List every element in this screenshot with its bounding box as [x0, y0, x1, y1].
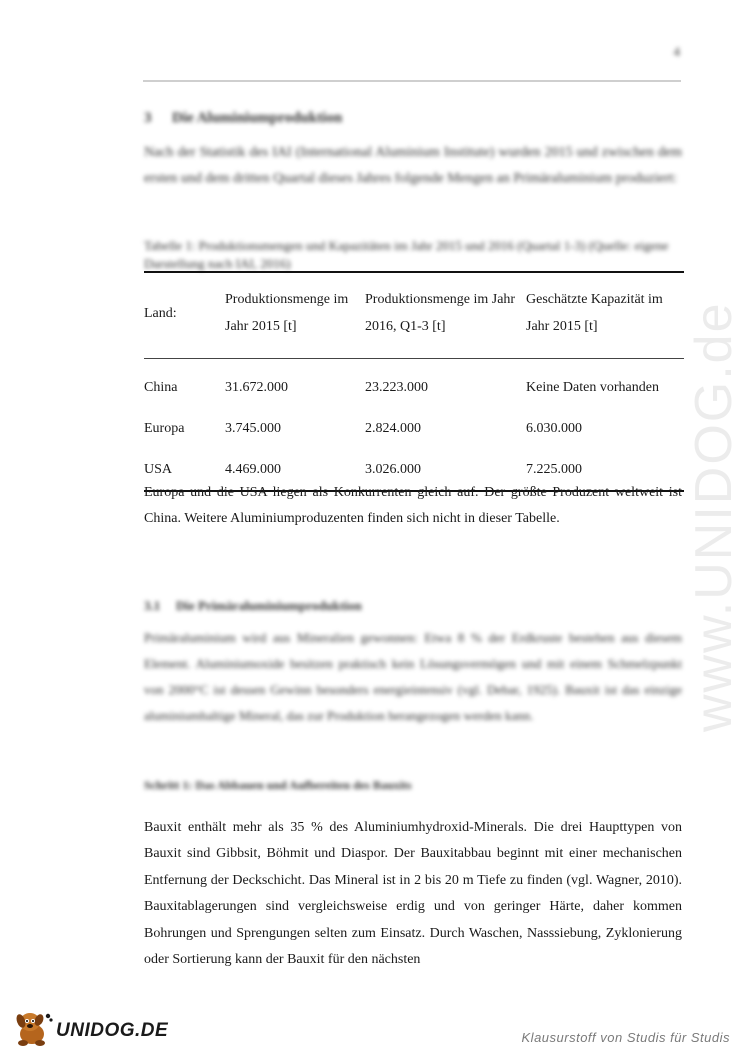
table-cell: 2.824.000 — [365, 420, 421, 436]
section-heading-number: 3 — [144, 110, 152, 126]
production-table — [144, 271, 684, 492]
table-cell: 4.469.000 — [225, 461, 281, 477]
bauxit-paragraph: Bauxit enthält mehr als 35 % des Aluminiumhydroxid-Minerals. Die drei Haupttypen von Bauxit sind Gibbsit, Böhmit und Diaspor. Der Bauxitabbau beginnt mit einer mechanischen Entfernung der Deckschicht. Das Mineral ist in 2 bis 20 m Tiefe zu finden (vgl. Wagner, 2010). Bauxitablagerungen sind vergleichsweise erdig und von geringer Härte, daher kommen Bohrungen und Sprengungen selten zum Einsatz. Durch Waschen, Nasssiebung, Zyklonierung oder Sortierung kann der Bauxit für den nächsten — [144, 820, 682, 968]
primary-aluminium-paragraph: Primäraluminium wird aus Mineralien gewonnen: Etwa 8 % der Erdkruste bestehen aus diesem Element. Aluminiumoxide besitzen praktisch kein Lösungsvermögen und mit einem Schmelzpunkt von 2000°C ist dessen Gewinn besonders energieintensiv (vgl. Debar, 1925). Bauxit ist das einzige aluminiumhaltige Mineral, das zur Produktion herangezogen werden kann. — [144, 630, 682, 723]
table-caption: Tabelle 1: Produktionsmengen und Kapazitäten im Jahr 2015 und 2016 (Quartal 1-3) (Quelle: eigene Darstellung nach IAI, 2016) — [144, 238, 669, 271]
logo-text: UNIDOG.DE — [56, 1020, 169, 1041]
table-header-row — [144, 272, 684, 359]
header-capacity-2015: Geschätzte Kapazität im Jahr 2015 [t] — [526, 272, 684, 359]
table-cell: Keine Daten vorhanden — [526, 379, 659, 395]
after-table-paragraph: Europa und die USA liegen als Konkurrenten gleich auf. Der größte Produzent weltweit ist China. Weitere Aluminiumproduzenten finden sich nicht in dieser Tabelle. — [144, 485, 682, 526]
table-row — [144, 359, 684, 409]
header-rule — [143, 80, 681, 82]
section-heading — [144, 110, 342, 127]
footer-slogan: Klausurstoff von Studis für Studis — [521, 1030, 730, 1045]
table-cell: USA — [144, 461, 173, 477]
section-heading-title: Die Aluminiumproduktion — [172, 110, 343, 126]
table-row — [144, 408, 684, 449]
header-land: Land: — [144, 272, 225, 359]
table-cell: Europa — [144, 420, 185, 436]
watermark: www.UNIDOG.de — [685, 301, 743, 732]
dog-mascot-icon — [10, 1008, 54, 1048]
header-production-2015: Produktionsmenge im Jahr 2015 [t] — [225, 272, 365, 359]
intro-paragraph: Nach der Statistik des IAI (International Aluminium Institute) wurden 2015 und zwischen dem ersten und dem dritten Quartal dieses Jahres folgende Mengen an Primäraluminium produziert: — [144, 145, 682, 186]
table-cell: 3.026.000 — [365, 461, 421, 477]
table-cell: 23.223.000 — [365, 379, 428, 395]
table-cell: 7.225.000 — [526, 461, 582, 477]
step-heading: Schritt 1: Das Abbauen und Aufbereiten des Bauxits — [144, 778, 412, 792]
table-cell: China — [144, 379, 178, 395]
subsection-heading-title: Die Primäraluminiumproduktion — [176, 598, 362, 613]
table-cell: 3.745.000 — [225, 420, 281, 436]
subsection-heading — [144, 598, 362, 614]
unidog-logo — [10, 1008, 168, 1048]
subsection-heading-number: 3.1 — [144, 598, 161, 613]
page-number: 4 — [673, 44, 680, 59]
table-cell: 6.030.000 — [526, 420, 582, 436]
header-production-2016: Produktionsmenge im Jahr 2016, Q1-3 [t] — [365, 272, 526, 359]
table-cell: 31.672.000 — [225, 379, 288, 395]
